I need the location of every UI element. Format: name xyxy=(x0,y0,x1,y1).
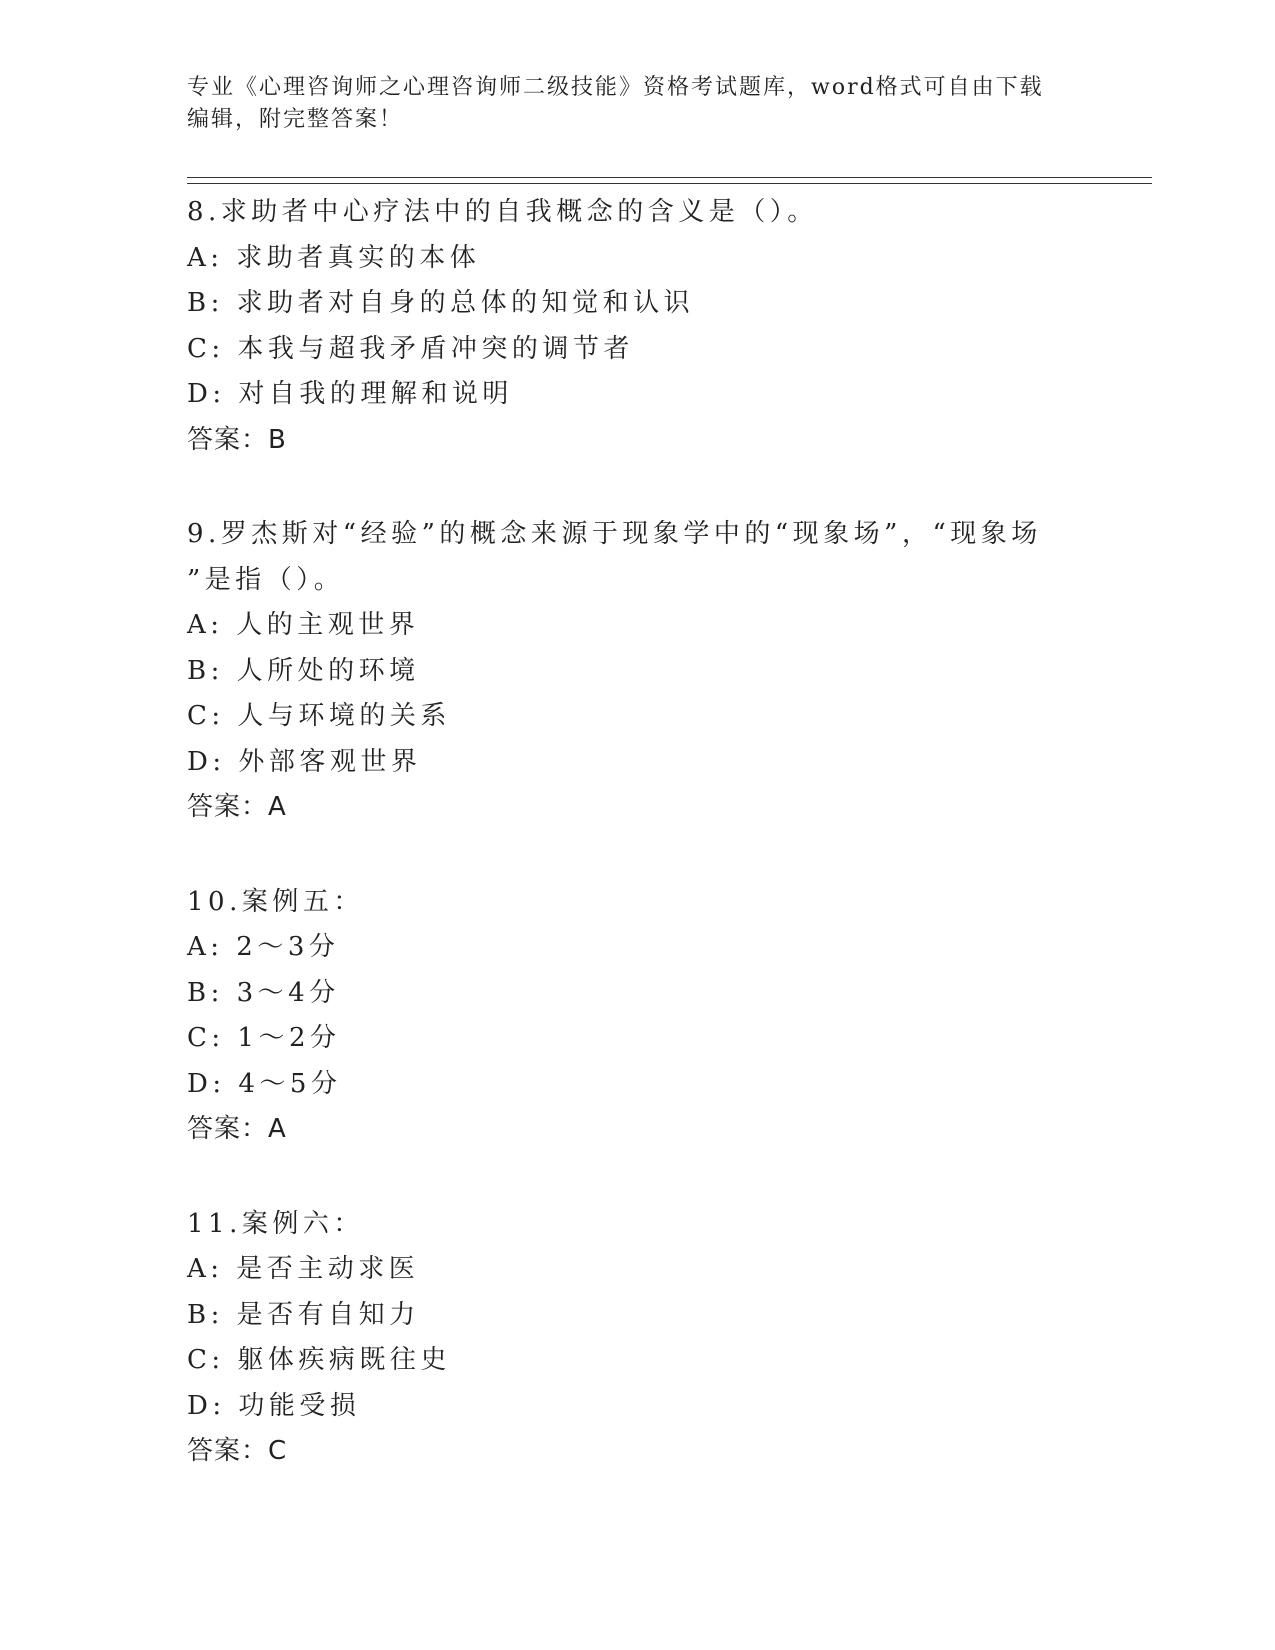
option-d: D: 功能受损 xyxy=(187,1390,361,1421)
option-d: D: 4～5分 xyxy=(187,1068,342,1099)
header-line-2: 编辑，附完整答案！ xyxy=(187,107,404,132)
question-8 xyxy=(187,190,1087,463)
question-title: 11.案例六： xyxy=(187,1208,364,1239)
option-a: A: 人的主观世界 xyxy=(187,610,420,640)
option-c: C: 人与环境的关系 xyxy=(187,701,451,731)
question-10 xyxy=(187,880,1087,1153)
question-title: 10.案例五： xyxy=(187,886,364,917)
header-divider-top xyxy=(187,177,1152,178)
option-a: A: 求助者真实的本体 xyxy=(187,242,481,273)
answer-line: 答案：A xyxy=(187,1114,287,1144)
option-b: B: 3～4分 xyxy=(187,977,340,1008)
question-title: 8.求助者中心疗法中的自我概念的含义是（）。 xyxy=(187,197,818,227)
option-a: A: 是否主动求医 xyxy=(187,1254,420,1284)
question-11 xyxy=(187,1202,1087,1475)
question-list xyxy=(187,190,1087,1524)
option-b: B: 求助者对自身的总体的知觉和认识 xyxy=(187,288,695,318)
answer-line: 答案：C xyxy=(187,1436,288,1466)
option-d: D: 对自我的理解和说明 xyxy=(187,379,513,409)
option-a: A: 2～3分 xyxy=(187,932,340,962)
option-b: B: 人所处的环境 xyxy=(187,655,420,686)
option-c: C: 1～2分 xyxy=(187,1023,341,1053)
option-b: B: 是否有自知力 xyxy=(187,1299,420,1330)
answer-line: 答案：A xyxy=(187,792,287,822)
question-title-continued: ”是指（）。 xyxy=(187,564,345,595)
option-d: D: 外部客观世界 xyxy=(187,746,422,777)
option-c: C: 本我与超我矛盾冲突的调节者 xyxy=(187,333,634,364)
header-line-1: 专业《心理咨询师之心理咨询师二级技能》资格考试题库，word格式可自由下载 xyxy=(187,75,1044,100)
header-divider-bottom xyxy=(187,183,1152,184)
document-header xyxy=(187,72,1087,136)
option-c: C: 躯体疾病既往史 xyxy=(187,1345,451,1375)
answer-line: 答案：B xyxy=(187,424,287,455)
question-9 xyxy=(187,512,1087,831)
question-title: 9.罗杰斯对“经验”的概念来源于现象学中的“现象场”，“现象场 xyxy=(187,519,1042,549)
